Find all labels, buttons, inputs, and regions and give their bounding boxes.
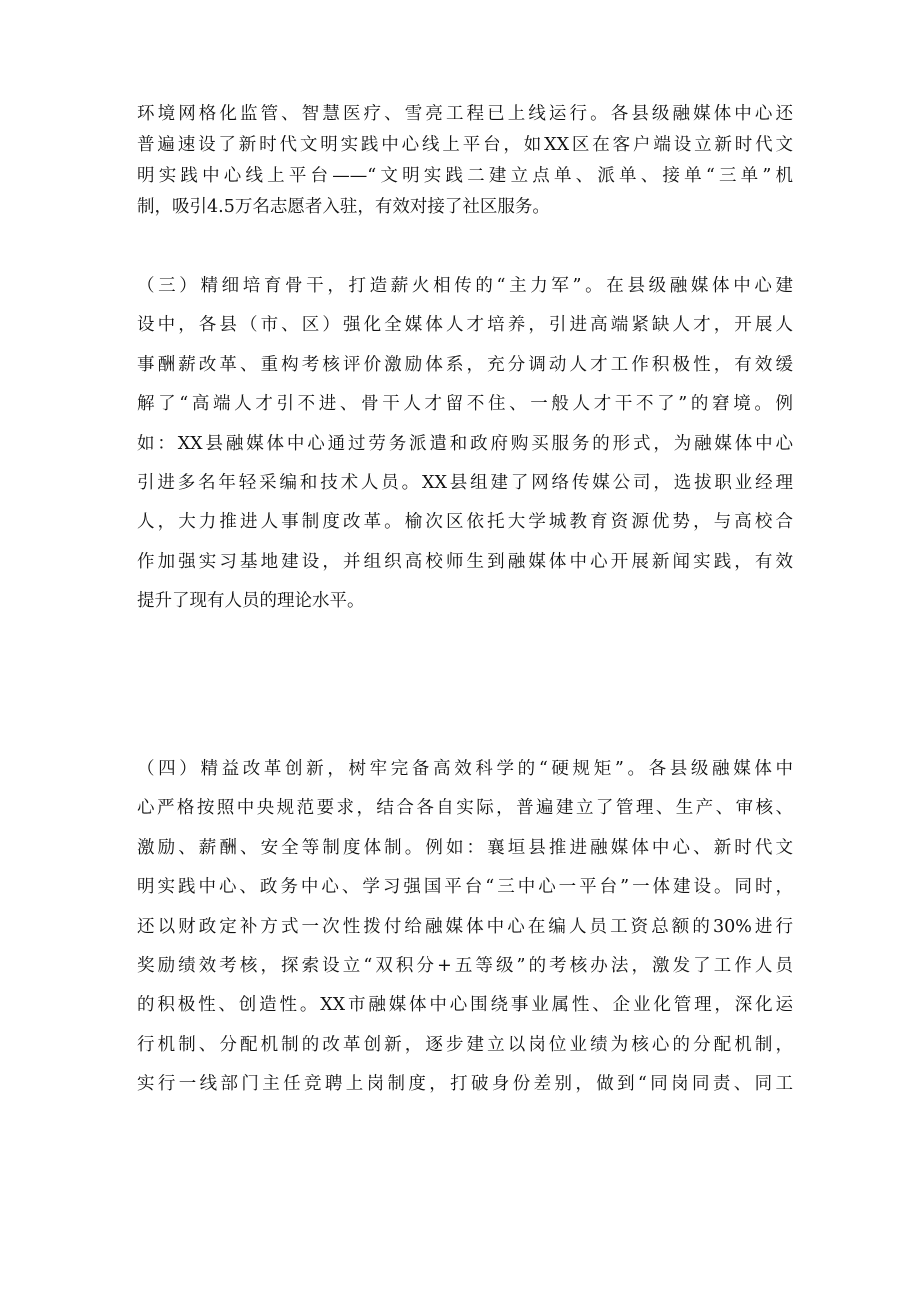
text-line: 制，吸引4.5万名志愿者入驻，有效对接了社区服务。 xyxy=(137,197,550,217)
text-line: 心严格按照中央规范要求，结合各自实际，普遍建立了管理、生产、审核、 xyxy=(137,798,793,819)
text-line: 提升了现有人员的理论水平。 xyxy=(137,591,365,612)
text-line: 引进多名年轻采编和技术人员。XX县组建了网络传媒公司，选拔职业经理 xyxy=(137,472,793,493)
text-line: 实行一线部门主任竞聘上岗制度，打破身份差别，做到“同岗同责、同工 xyxy=(137,1074,793,1095)
text-line: 人，大力推进人事制度改革。榆次区依托大学城教育资源优势，与高校合 xyxy=(137,512,793,533)
text-line: （四）精益改革创新，树牢完备高效科学的“硬规矩”。各县级融媒体中 xyxy=(137,759,793,779)
paragraph-3 xyxy=(137,750,793,1105)
text-line: 奖励绩效考核，探索设立“双积分+五等级”的考核办法，激发了工作人员 xyxy=(137,955,793,976)
text-line: 还以财政定补方式一次性拨付给融媒体中心在编人员工资总额的30%进行 xyxy=(137,916,793,937)
text-line: 激励、薪酬、安全等制度体制。例如：襄垣县推进融媒体中心、新时代文 xyxy=(137,837,793,858)
text-line: 解了“高端人才引不进、骨干人才留不住、一般人才干不了”的窘境。例 xyxy=(137,394,793,415)
text-line: 的积极性、创造性。XX市融媒体中心围绕事业属性、企业化管理，深化运 xyxy=(137,995,793,1016)
text-line: （三）精细培育骨干，打造薪火相传的“主力军”。在县级融媒体中心建 xyxy=(137,276,793,296)
paragraph-1 xyxy=(137,99,793,223)
text-line: 环境网格化监管、智慧医疗、雪亮工程已上线运行。各县级融媒体中心还 xyxy=(137,104,793,124)
text-line: 明实践中心线上平台——“文明实践二建立点单、派单、接单“三单”机 xyxy=(137,166,793,186)
text-line: 作加强实习基地建设，并组织高校师生到融媒体中心开展新闻实践，有效 xyxy=(137,551,793,572)
text-line: 行机制、分配机制的改革创新，逐步建立以岗位业绩为核心的分配机制， xyxy=(137,1034,793,1055)
text-line: 明实践中心、政务中心、学习强国平台“三中心一平台”一体建设。同时， xyxy=(137,877,793,898)
text-line: 设中，各县（市、区）强化全媒体人才培养，引进高端紧缺人才，开展人 xyxy=(137,315,793,336)
text-line: 普遍速设了新时代文明实践中心线上平台，如XX区在客户端设立新时代文 xyxy=(137,135,793,155)
text-line: 事酬薪改革、重构考核评价激励体系，充分调动人才工作积极性，有效缓 xyxy=(137,354,793,375)
text-line: 如：XX县融媒体中心通过劳务派遣和政府购买服务的形式，为融媒体中心 xyxy=(137,433,793,454)
paragraph-2 xyxy=(137,267,793,622)
